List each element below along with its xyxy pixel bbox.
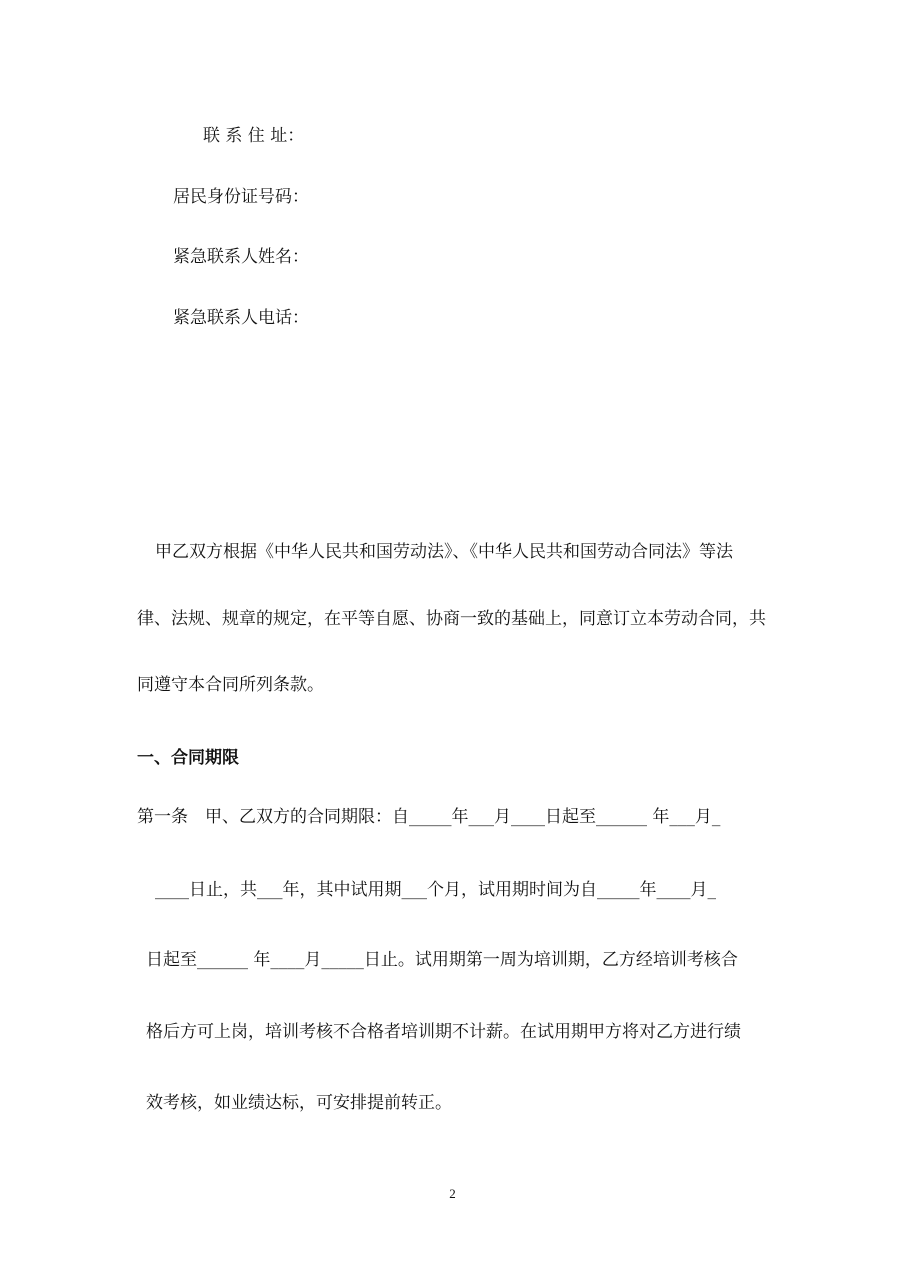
article-line: 第一条 甲、乙双方的合同期限：自_____年___月____日起至______ 年___月_ [137, 807, 721, 827]
article-line: ____日止，共___年，其中试用期___个月，试用期时间为自_____年____月_ [155, 880, 716, 900]
address-label: 联 系 住 址： [203, 126, 305, 146]
preamble-line: 律、法规、规章的规定，在平等自愿、协商一致的基础上，同意订立本劳动合同，共 [137, 609, 766, 629]
article-line: 格后方可上岗，培训考核不合格者培训期不计薪。在试用期甲方将对乙方进行绩 [146, 1022, 741, 1042]
emergency-contact-name-label: 紧急联系人姓名： [173, 247, 309, 267]
id-number-label: 居民身份证号码： [173, 187, 309, 207]
article-line: 效考核，如业绩达标，可安排提前转正。 [146, 1093, 452, 1113]
page-number: 2 [449, 1186, 456, 1201]
article-line: 日起至______ 年____月_____日止。试用期第一周为培训期，乙方经培训考核合 [146, 950, 738, 970]
preamble-line: 甲乙双方根据《中华人民共和国劳动法》、《中华人民共和国劳动合同法》等法 [155, 542, 733, 562]
preamble-line: 同遵守本合同所列条款。 [137, 675, 324, 695]
emergency-contact-phone-label: 紧急联系人电话： [173, 308, 309, 328]
section-heading: 一、合同期限 [137, 748, 239, 768]
